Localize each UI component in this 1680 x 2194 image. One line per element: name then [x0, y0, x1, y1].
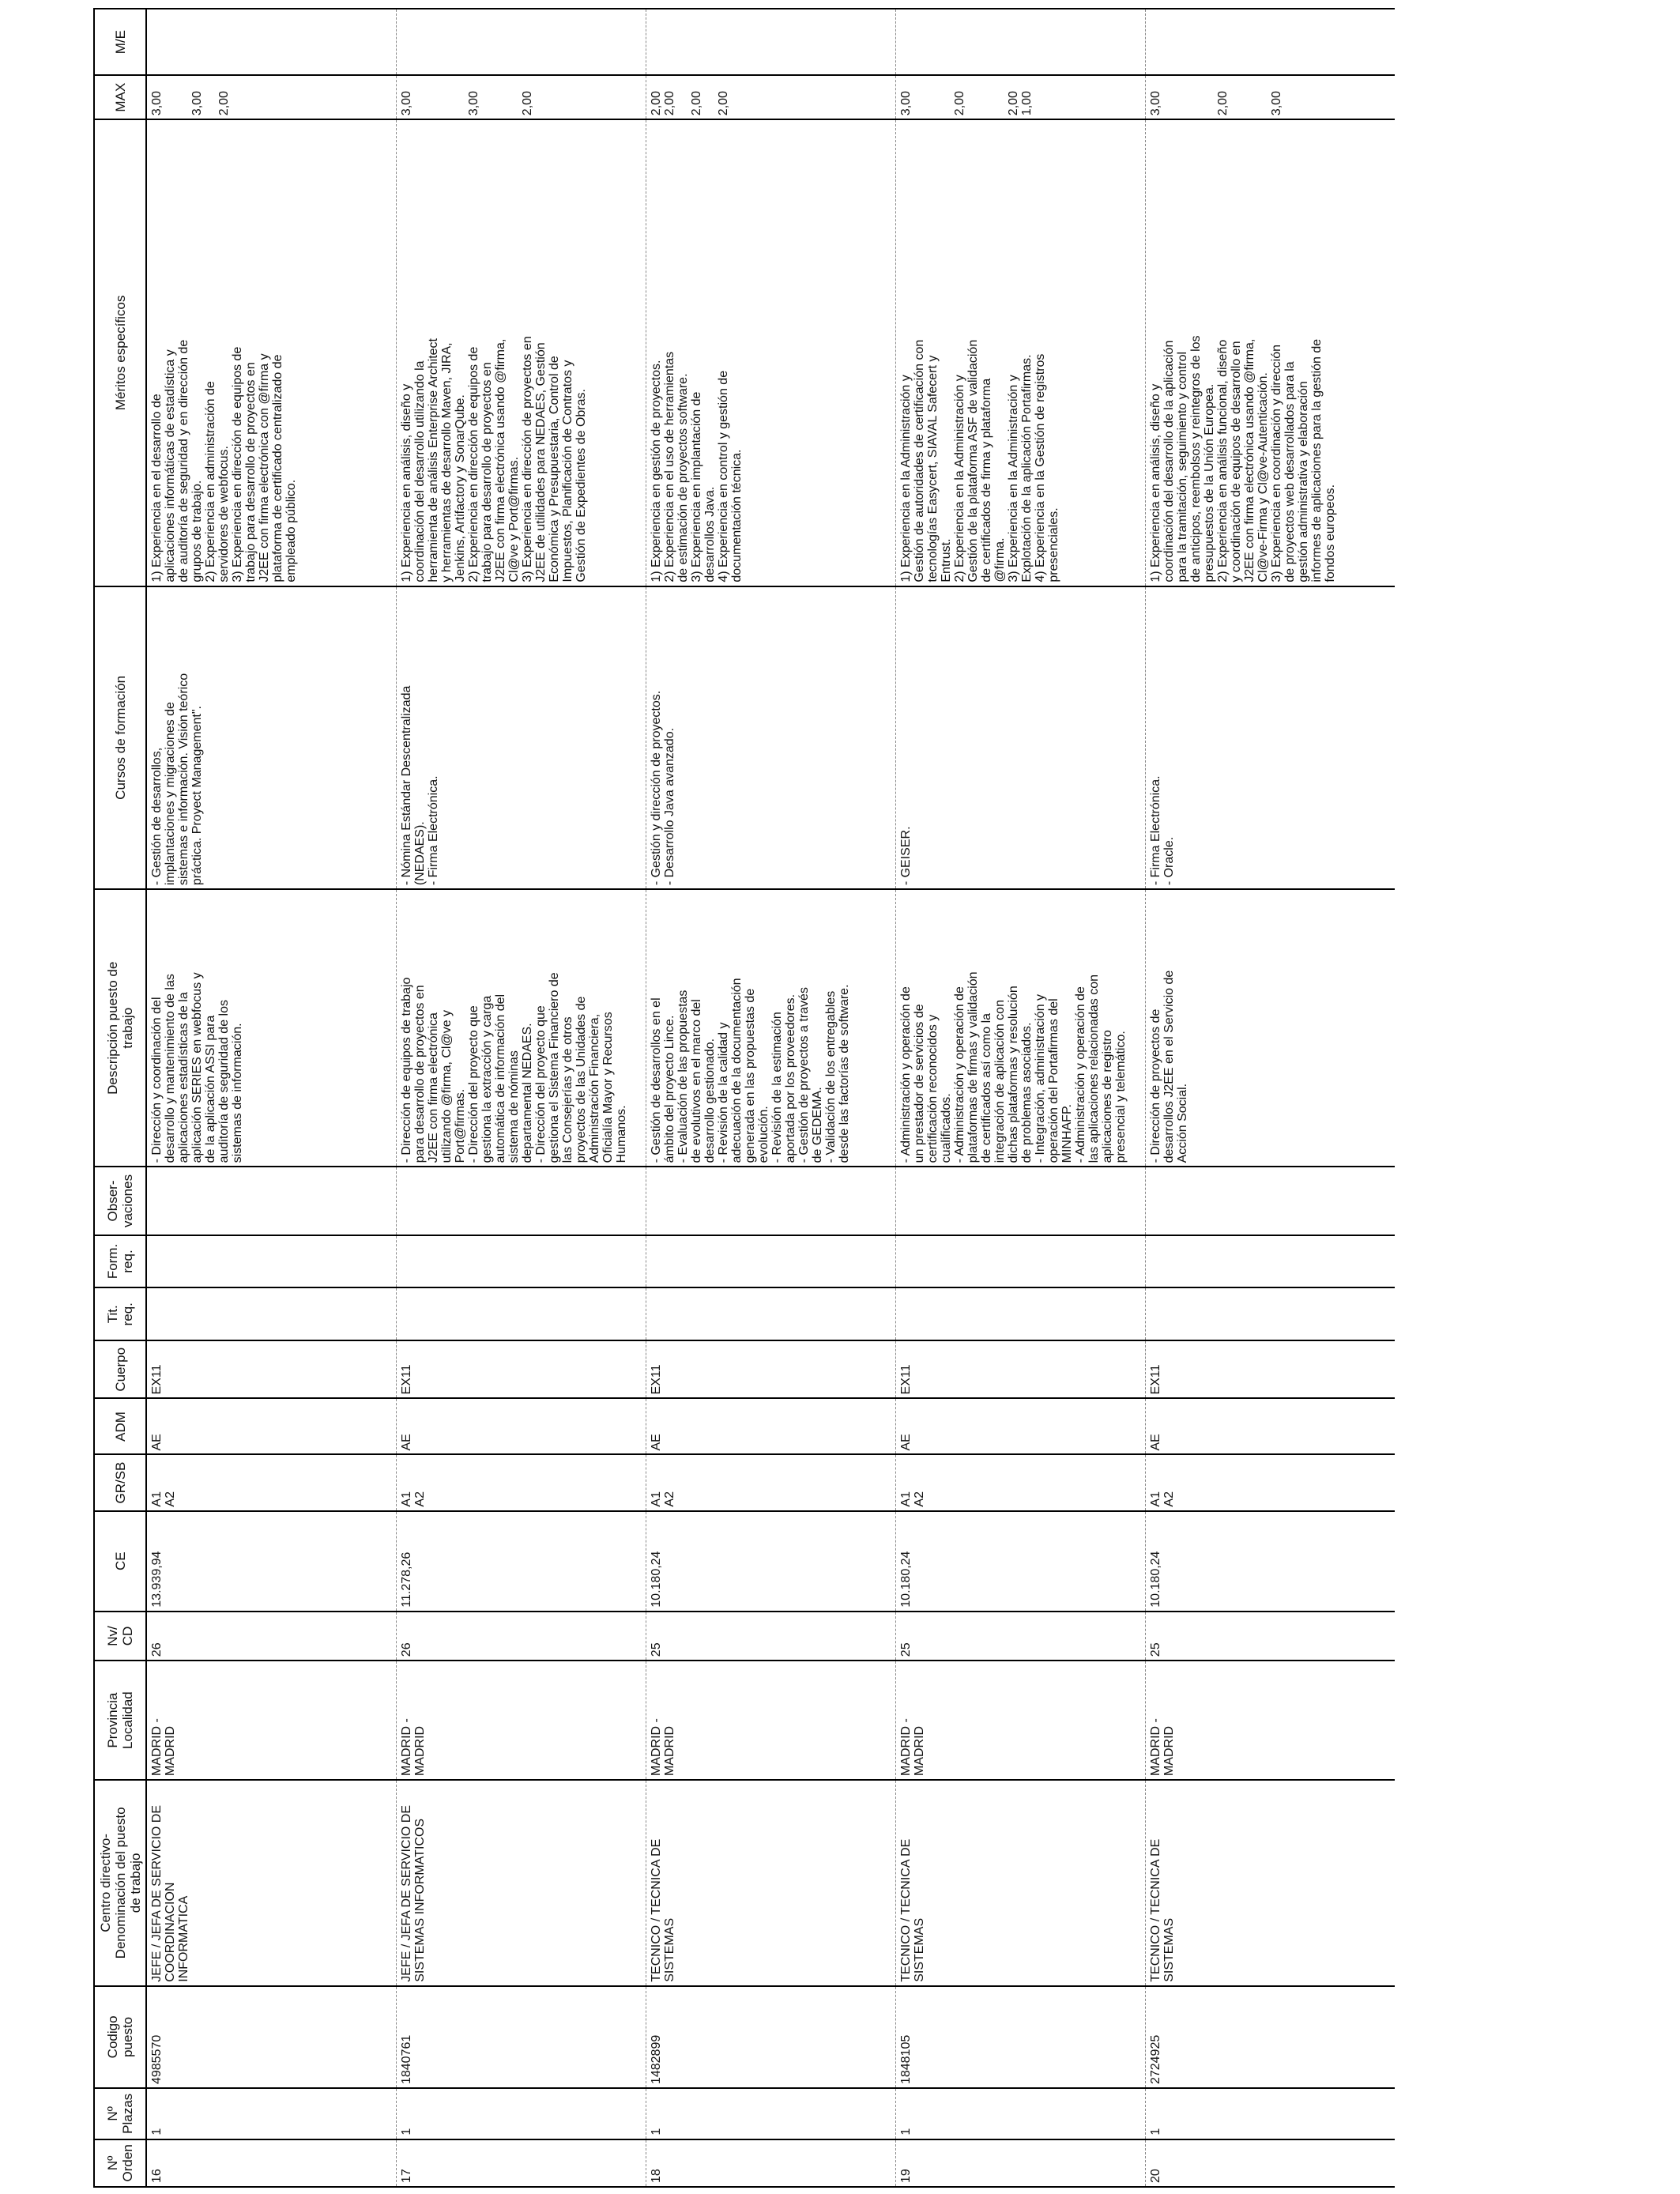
cell-titulacion	[146, 1287, 396, 1340]
cell-cursos: - GEISER.	[895, 586, 1145, 890]
cell-cursos: - Firma Electrónica. - Oracle.	[1145, 586, 1395, 890]
cell-max: 2,00 2,00 2,00 2,00	[646, 75, 895, 119]
cell-grupo: A1 A2	[895, 1455, 1145, 1511]
cell-titulacion	[895, 1287, 1145, 1340]
vacancy-table	[93, 8, 1395, 2188]
cell-ce: 10.180,24	[1145, 1511, 1395, 1612]
cell-centro: TECNICO / TECNICA DE SISTEMAS	[646, 1780, 895, 1986]
table-row	[396, 9, 646, 2187]
cell-grupo: A1 A2	[1145, 1455, 1395, 1511]
cell-observaciones	[1145, 1167, 1395, 1235]
cell-descripcion: - Dirección de proyectos de desarrollos J2EE en el Servicio de Acción Social.	[1145, 889, 1395, 1167]
cell-nivel: 26	[396, 1612, 646, 1661]
header-adm: ADM	[94, 1398, 146, 1454]
table-body	[146, 9, 1395, 2187]
cell-grupo: A1 A2	[646, 1455, 895, 1511]
table-row	[895, 9, 1145, 2187]
cell-grupo: A1 A2	[146, 1455, 396, 1511]
cell-codigo: 4985570	[146, 1986, 396, 2088]
cell-nivel: 25	[1145, 1612, 1395, 1661]
cell-adm: AE	[1145, 1398, 1395, 1454]
cell-orden: 20	[1145, 2139, 1395, 2187]
cell-centro: TECNICO / TECNICA DE SISTEMAS	[1145, 1780, 1395, 1986]
cell-plazas: 1	[646, 2088, 895, 2139]
cell-plazas: 1	[1145, 2088, 1395, 2139]
cell-observaciones	[895, 1167, 1145, 1235]
header-descripcion: Descripción puesto de trabajo	[94, 889, 146, 1167]
cell-formacion	[895, 1235, 1145, 1288]
cell-centro: TECNICO / TECNICA DE SISTEMAS	[895, 1780, 1145, 1986]
cell-nivel: 26	[146, 1612, 396, 1661]
table-row	[146, 9, 396, 2187]
cell-ce: 13.939,94	[146, 1511, 396, 1612]
cell-ce: 11.278,26	[396, 1511, 646, 1612]
header-observaciones: Obser- vaciones	[94, 1167, 146, 1235]
cell-adm: AE	[146, 1398, 396, 1454]
cell-adm: AE	[396, 1398, 646, 1454]
cell-max: 3,00 3,00 2,00	[396, 75, 646, 119]
cell-provincia: MADRID - MADRID	[146, 1661, 396, 1780]
cell-titulacion	[646, 1287, 895, 1340]
cell-formacion	[1145, 1235, 1395, 1288]
cell-ce: 10.180,24	[646, 1511, 895, 1612]
cell-titulacion	[396, 1287, 646, 1340]
header-orden: Nº Orden	[94, 2139, 146, 2187]
cell-cuerpo: EX11	[646, 1340, 895, 1398]
header-row	[94, 9, 146, 2187]
header-me: M/E	[94, 9, 146, 75]
cell-descripcion: - Dirección y coordinación del desarrollo y mantenimiento de las aplicaciones estadísticas de la aplicación SERIES en webfocus y de la aplicación ASSI para auditoría de seguridad de los sistemas de información.	[146, 889, 396, 1167]
cell-orden: 19	[895, 2139, 1145, 2187]
cell-ce: 10.180,24	[895, 1511, 1145, 1612]
cell-max: 3,00 2,00 3,00	[1145, 75, 1395, 119]
header-codigo: Codigo puesto	[94, 1986, 146, 2088]
cell-adm: AE	[895, 1398, 1145, 1454]
cell-me	[146, 9, 396, 75]
cell-max: 3,00 2,00 2,00 1,00	[895, 75, 1145, 119]
table-row	[646, 9, 895, 2187]
cell-cuerpo: EX11	[396, 1340, 646, 1398]
cell-centro: JEFE / JEFA DE SERVICIO DE COORDINACION INFORMATICA	[146, 1780, 396, 1986]
cell-centro: JEFE / JEFA DE SERVICIO DE SISTEMAS INFORMATICOS	[396, 1780, 646, 1986]
cell-me	[1145, 9, 1395, 75]
cell-cursos: - Gestión de desarrollos, implantaciones y migraciones de sistemas e información. Visión teórico práctica. Proyect Management".	[146, 586, 396, 890]
cell-meritos: 1) Experiencia en gestión de proyectos. 2) Experiencia en el uso de herramientas de estimación de proyectos software. 3) Experiencia en implantación de desarrollos Java. 4) Experiencia en control y gestión de documentación técnica.	[646, 119, 895, 586]
cell-cuerpo: EX11	[146, 1340, 396, 1398]
header-centro: Centro directivo- Denominación del puesto de trabajo	[94, 1780, 146, 1986]
cell-provincia: MADRID - MADRID	[895, 1661, 1145, 1780]
cell-meritos: 1) Experiencia en análisis, diseño y coordinación del desarrollo de la aplicación para la tramitación, seguimiento y control de anticipos, reembolsos y reintegros de los presupuestos de la Unión Europea. 2) Experiencia en análisis funcional, diseño y coordinación de equipos de desarrollo en J2EE con firma electrónica usando @firma, Cl@ve-Firma y Cl@ve-Autenticación. 3) Experiencia en coordinación y dirección de proyectos web desarrollados para la gestión administrativa y elaboración informes de aplicaciones para la gestión de fondos europeos.	[1145, 119, 1395, 586]
header-provincia: Provincia Localidad	[94, 1661, 146, 1780]
header-meritos: Méritos específicos	[94, 119, 146, 586]
header-cuerpo: Cuerpo	[94, 1340, 146, 1398]
table-row	[1145, 9, 1395, 2187]
cell-orden: 18	[646, 2139, 895, 2187]
cell-max: 3,00 3,00 2,00	[146, 75, 396, 119]
cell-provincia: MADRID - MADRID	[1145, 1661, 1395, 1780]
cell-formacion	[396, 1235, 646, 1288]
cell-codigo: 1840761	[396, 1986, 646, 2088]
cell-meritos: 1) Experiencia en análisis, diseño y coordinación del desarrollo utilizando la herramienta de análisis Enterprise Architect y herramientas de desarrollo Maven, JIRA, Jenkins, Artifactory y SonarQube. 2) Experiencia en dirección de equipos de trabajo para desarrollo de proyectos en J2EE con firma electrónica usando @firma, Cl@ve y Port@firmas. 3) Experiencia en dirección de proyectos en J2EE de utilidades para NEDAES, Gestión Económica y Presupuestaria, Control de Impuestos, Planificación de Contratos y Gestión de Expedientes de Obras.	[396, 119, 646, 586]
cell-me	[396, 9, 646, 75]
cell-descripcion: - Dirección de equipos de trabajo para desarrollo de proyectos en J2EE con firma electrónica utilizando @firma, Cl@ve y Port@firmas. - Dirección del proyecto que gestiona la extracción y carga automática de información del sistema de nóminas departamental NEDAES. - Dirección del proyecto que gestiona el Sistema Financiero de las Consejerías y de otros proyectos de las Unidades de Administración Financiera, Oficialía Mayor y Recursos Humanos.	[396, 889, 646, 1167]
cell-formacion	[646, 1235, 895, 1288]
cell-plazas: 1	[146, 2088, 396, 2139]
cell-nivel: 25	[895, 1612, 1145, 1661]
cell-titulacion	[1145, 1287, 1395, 1340]
cell-meritos: 1) Experiencia en el desarrollo de aplicaciones informáticas de estadística y de auditoría de seguridad y en dirección de grupos de trabajo. 2) Experiencia en administración de servidores de webfocus. 3) Experiencia en dirección de equipos de trabajo para desarrollo de proyectos en J2EE con firma electrónica con @firma y plataforma de certificado centralizado de empleado público.	[146, 119, 396, 586]
cell-plazas: 1	[895, 2088, 1145, 2139]
cell-provincia: MADRID - MADRID	[396, 1661, 646, 1780]
cell-descripcion: - Gestión de desarrollos en el ámbito del proyecto Lince. - Evaluación de las propuestas de evolutivos en el marco del desarrollo gestionado. - Revisión de la calidad y adecuación de la documentación generada en las propuestas de evolución. - Revisión de la estimación aportada por los proveedores. - Gestión de proyectos a través de GEDEMA. - Validación de los entregables desde las factorías de software.	[646, 889, 895, 1167]
cell-descripcion: - Administración y operación de un prestador de servicios de certificación reconocidos y cualificados. - Administración y operación de plataformas de firmas y validación de certificados así como la integración de aplicación con dichas plataformas y resolución de problemas asociados. - Integración, administración y operación del Portafirmas del MINHAFP. - Administración y operación de las aplicaciones relacionadas con aplicaciones de registro presencial y telemático.	[895, 889, 1145, 1167]
header-nivel: Nv/ CD	[94, 1612, 146, 1661]
cell-plazas: 1	[396, 2088, 646, 2139]
cell-me	[646, 9, 895, 75]
rotated-table-container	[93, 8, 1389, 2188]
header-titulacion: Tit. req.	[94, 1287, 146, 1340]
header-max: MAX	[94, 75, 146, 119]
cell-observaciones	[146, 1167, 396, 1235]
cell-meritos: 1) Experiencia en la Administración y Gestión de autoridades de certificación con tecnologías Easycert, SIAVAL Safecert y Entrust. 2) Experiencia en la Administración y Gestión de la plataforma ASF de validación de certificados de firma y plataforma @firma. 3) Experiencia en la Administración y Explotación de la aplicación Portafirmas. 4) Experiencia en la Gestión de registros presenciales.	[895, 119, 1145, 586]
cell-cursos: - Nómina Estándar Descentralizada (NEDAES). - Firma Electrónica.	[396, 586, 646, 890]
header-formacion: Form. req.	[94, 1235, 146, 1288]
cell-orden: 17	[396, 2139, 646, 2187]
cell-cuerpo: EX11	[895, 1340, 1145, 1398]
cell-provincia: MADRID - MADRID	[646, 1661, 895, 1780]
cell-codigo: 1482899	[646, 1986, 895, 2088]
cell-codigo: 1848105	[895, 1986, 1145, 2088]
cell-observaciones	[396, 1167, 646, 1235]
cell-cuerpo: EX11	[1145, 1340, 1395, 1398]
header-plazas: Nº Plazas	[94, 2088, 146, 2139]
header-grupo: GR/SB	[94, 1455, 146, 1511]
cell-cursos: - Gestión y dirección de proyectos. - Desarrollo Java avanzado.	[646, 586, 895, 890]
cell-nivel: 25	[646, 1612, 895, 1661]
cell-grupo: A1 A2	[396, 1455, 646, 1511]
header-ce: CE	[94, 1511, 146, 1612]
cell-observaciones	[646, 1167, 895, 1235]
cell-adm: AE	[646, 1398, 895, 1454]
cell-orden: 16	[146, 2139, 396, 2187]
cell-me	[895, 9, 1145, 75]
cell-codigo: 2724925	[1145, 1986, 1395, 2088]
header-cursos: Cursos de formación	[94, 586, 146, 890]
cell-formacion	[146, 1235, 396, 1288]
